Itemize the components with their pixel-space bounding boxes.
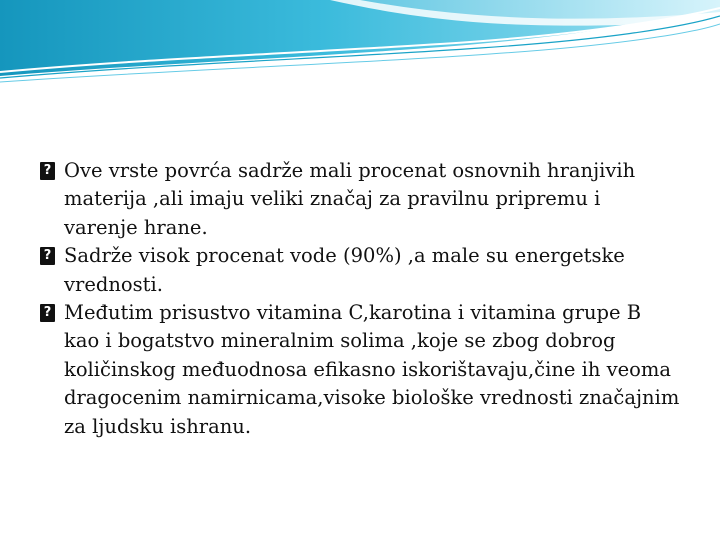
replacement-char-icon bbox=[40, 247, 55, 265]
replacement-char-icon bbox=[40, 162, 55, 180]
replacement-char-icon bbox=[40, 304, 55, 322]
bullet-item bbox=[40, 299, 680, 441]
bullet-item bbox=[40, 157, 680, 242]
header-wave-decoration bbox=[0, 0, 720, 90]
bullet-text: Sadrže visok procenat vode (90%) ,a male su energetske vrednosti. bbox=[64, 244, 625, 296]
bullet-text: Međutim prisustvo vitamina C,karotina i vitamina grupe B kao i bogatstvo mineralnim solima ,koje se zbog dobrog količinskog međuodnosa efikasno iskorištavaju,čine ih veoma dragocenim namirnicama,visoke biološke vrednosti značajnim za ljudsku ishranu. bbox=[64, 301, 680, 438]
bullet-text: Ove vrste povrća sadrže mali procenat osnovnih hranjivih materija ,ali imaju veliki značaj za pravilnu pripremu i varenje hrane. bbox=[64, 159, 636, 239]
bullet-list bbox=[40, 157, 680, 441]
bullet-item bbox=[40, 242, 680, 299]
